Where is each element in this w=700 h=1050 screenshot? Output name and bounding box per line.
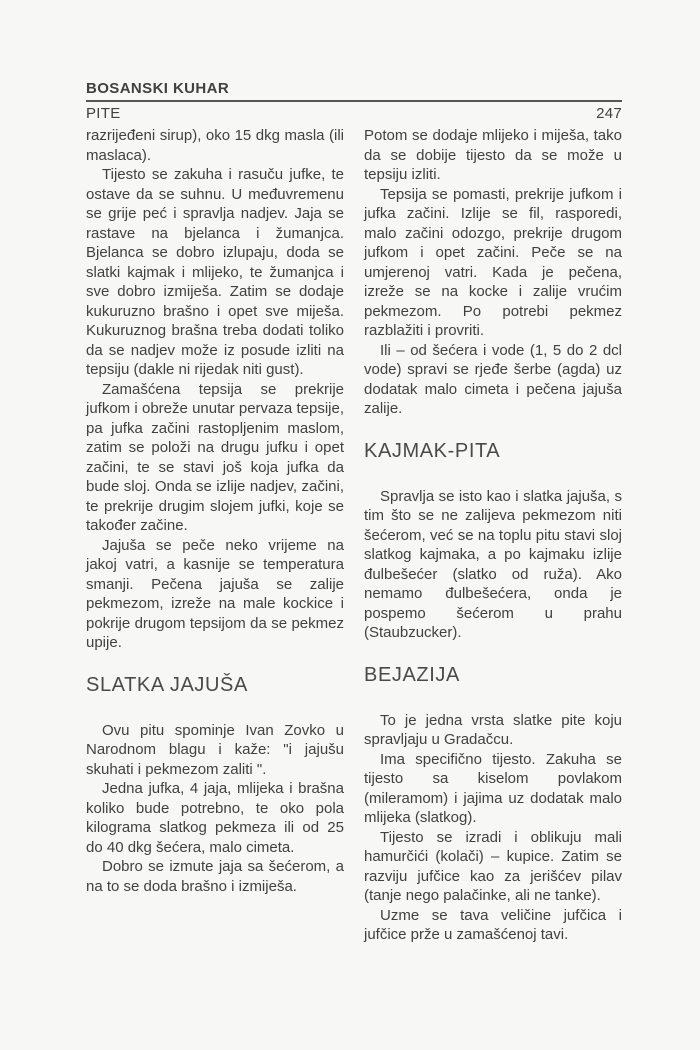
paragraph: Tijesto se izradi i oblikuju mali hamurčići (kolači) – kupice. Zatim se razviju jufčice kao za jerišćev pilav (tanje nego palačinke, ali ne tanke). (364, 828, 622, 904)
header-rule (86, 100, 622, 102)
paragraph: To je jedna vrsta slatke pite koju spravljaju u Gradačcu. (364, 711, 622, 748)
paragraph: razrijeđeni sirup), oko 15 dkg masla (ili maslaca). (86, 127, 344, 164)
running-head-row (86, 105, 622, 122)
right-column (364, 126, 622, 945)
paragraph: Uzme se tava veličine jufčica i jufčice prže u zamašćenoj tavi. (364, 906, 622, 943)
page-number: 247 (596, 105, 622, 122)
page-header (86, 80, 622, 122)
recipe-heading: SLATKA JAJUŠA (86, 673, 248, 696)
paragraph: Tijesto se zakuha i rasuču jufke, te ostave da se suhnu. U međuvremenu se grije peć i spravlja nadjev. Jaja se rastave na bjelanca i žumanjca. Bjelanca se dobro izlupaju, doda se slatki kajmak i mlijeko, te žumanjca i sve dobro izmiješa. Zatim se dodaje kukuruzno brašno i opet sve miješa. Kukuruznog brašna treba dodati toliko da se nadjev može iz posude izliti na tepsiju (dakle ni rijedak niti gust). (86, 166, 344, 378)
left-column (86, 126, 344, 945)
book-title: BOSANSKI KUHAR (86, 80, 230, 97)
recipe-heading: BEJAZIJA (364, 663, 460, 686)
paragraph: Ima specifično tijesto. Zakuha se tijesto sa kiselom povlakom (mileramom) i jajima uz dodatak malo mlijeka (slatkog). (364, 750, 622, 826)
paragraph: Potom se dodaje mlijeko i miješa, tako da se dobije tijesto da se može u tepsiju izliti. (364, 127, 622, 183)
recipe-heading: KAJMAK-PITA (364, 439, 501, 462)
paragraph: Spravlja se isto kao i slatka jajuša, s tim što se ne zalijeva pekmezom niti šećerom, već se na toplu pitu stavi sloj slatkog kajmaka, a po kajmaku izlije đulbešećer (slatko od ruža). Ako nemamo đulbešećera, onda je pospemo šećerom u prahu (Staubzucker). (364, 487, 622, 641)
paragraph: Jajuša se peče neko vrijeme na jakoj vatri, a kasnije se temperatura smanji. Pečena jajuša se zalije pekmezom, izreže na male kockice i pokrije drugom tepsijom da se pekmez upije. (86, 536, 344, 651)
paragraph: Ili – od šećera i vode (1, 5 do 2 dcl vode) spravi se rjeđe šerbe (agda) uz dodatak malo cimeta i pečena jajuša zalije. (364, 341, 622, 417)
two-column-text (86, 126, 622, 945)
chapter-title: PITE (86, 105, 121, 122)
paragraph: Tepsija se pomasti, prekrije jufkom i jufka začini. Izlije se fil, rasporedi, malo začini odozgo, prekrije drugom jufkom i opet začini. Peče se na umjerenoj vatri. Kada je pečena, izreže se na kocke i zalije vrućim pekmezom. Po potrebi pekmez razblažiti i provriti. (364, 185, 622, 339)
paragraph: Dobro se izmute jaja sa šećerom, a na to se doda brašno i izmiješa. (86, 858, 344, 895)
paragraph: Ovu pitu spominje Ivan Zovko u Narodnom blagu i kaže: "i jajušu skuhati i pekmezom zaliti ". (86, 721, 344, 778)
paragraph: Jedna jufka, 4 jaja, mlijeka i brašna koliko bude potrebno, te oko pola kilograma slatkog pekmeza ili od 25 do 40 dkg šećera, malo cimeta. (86, 780, 344, 856)
paragraph: Zamašćena tepsija se prekrije jufkom i obreže unutar pervaza tepsije, pa jufka začini rastopljenim maslom, zatim se položi na drugu jufku i opet začini, te se stavi još koja jufka da bude sloj. Onda se izlije nadjev, začini, te prekrije drugim slojem jufki, koje se također začine. (86, 380, 344, 534)
